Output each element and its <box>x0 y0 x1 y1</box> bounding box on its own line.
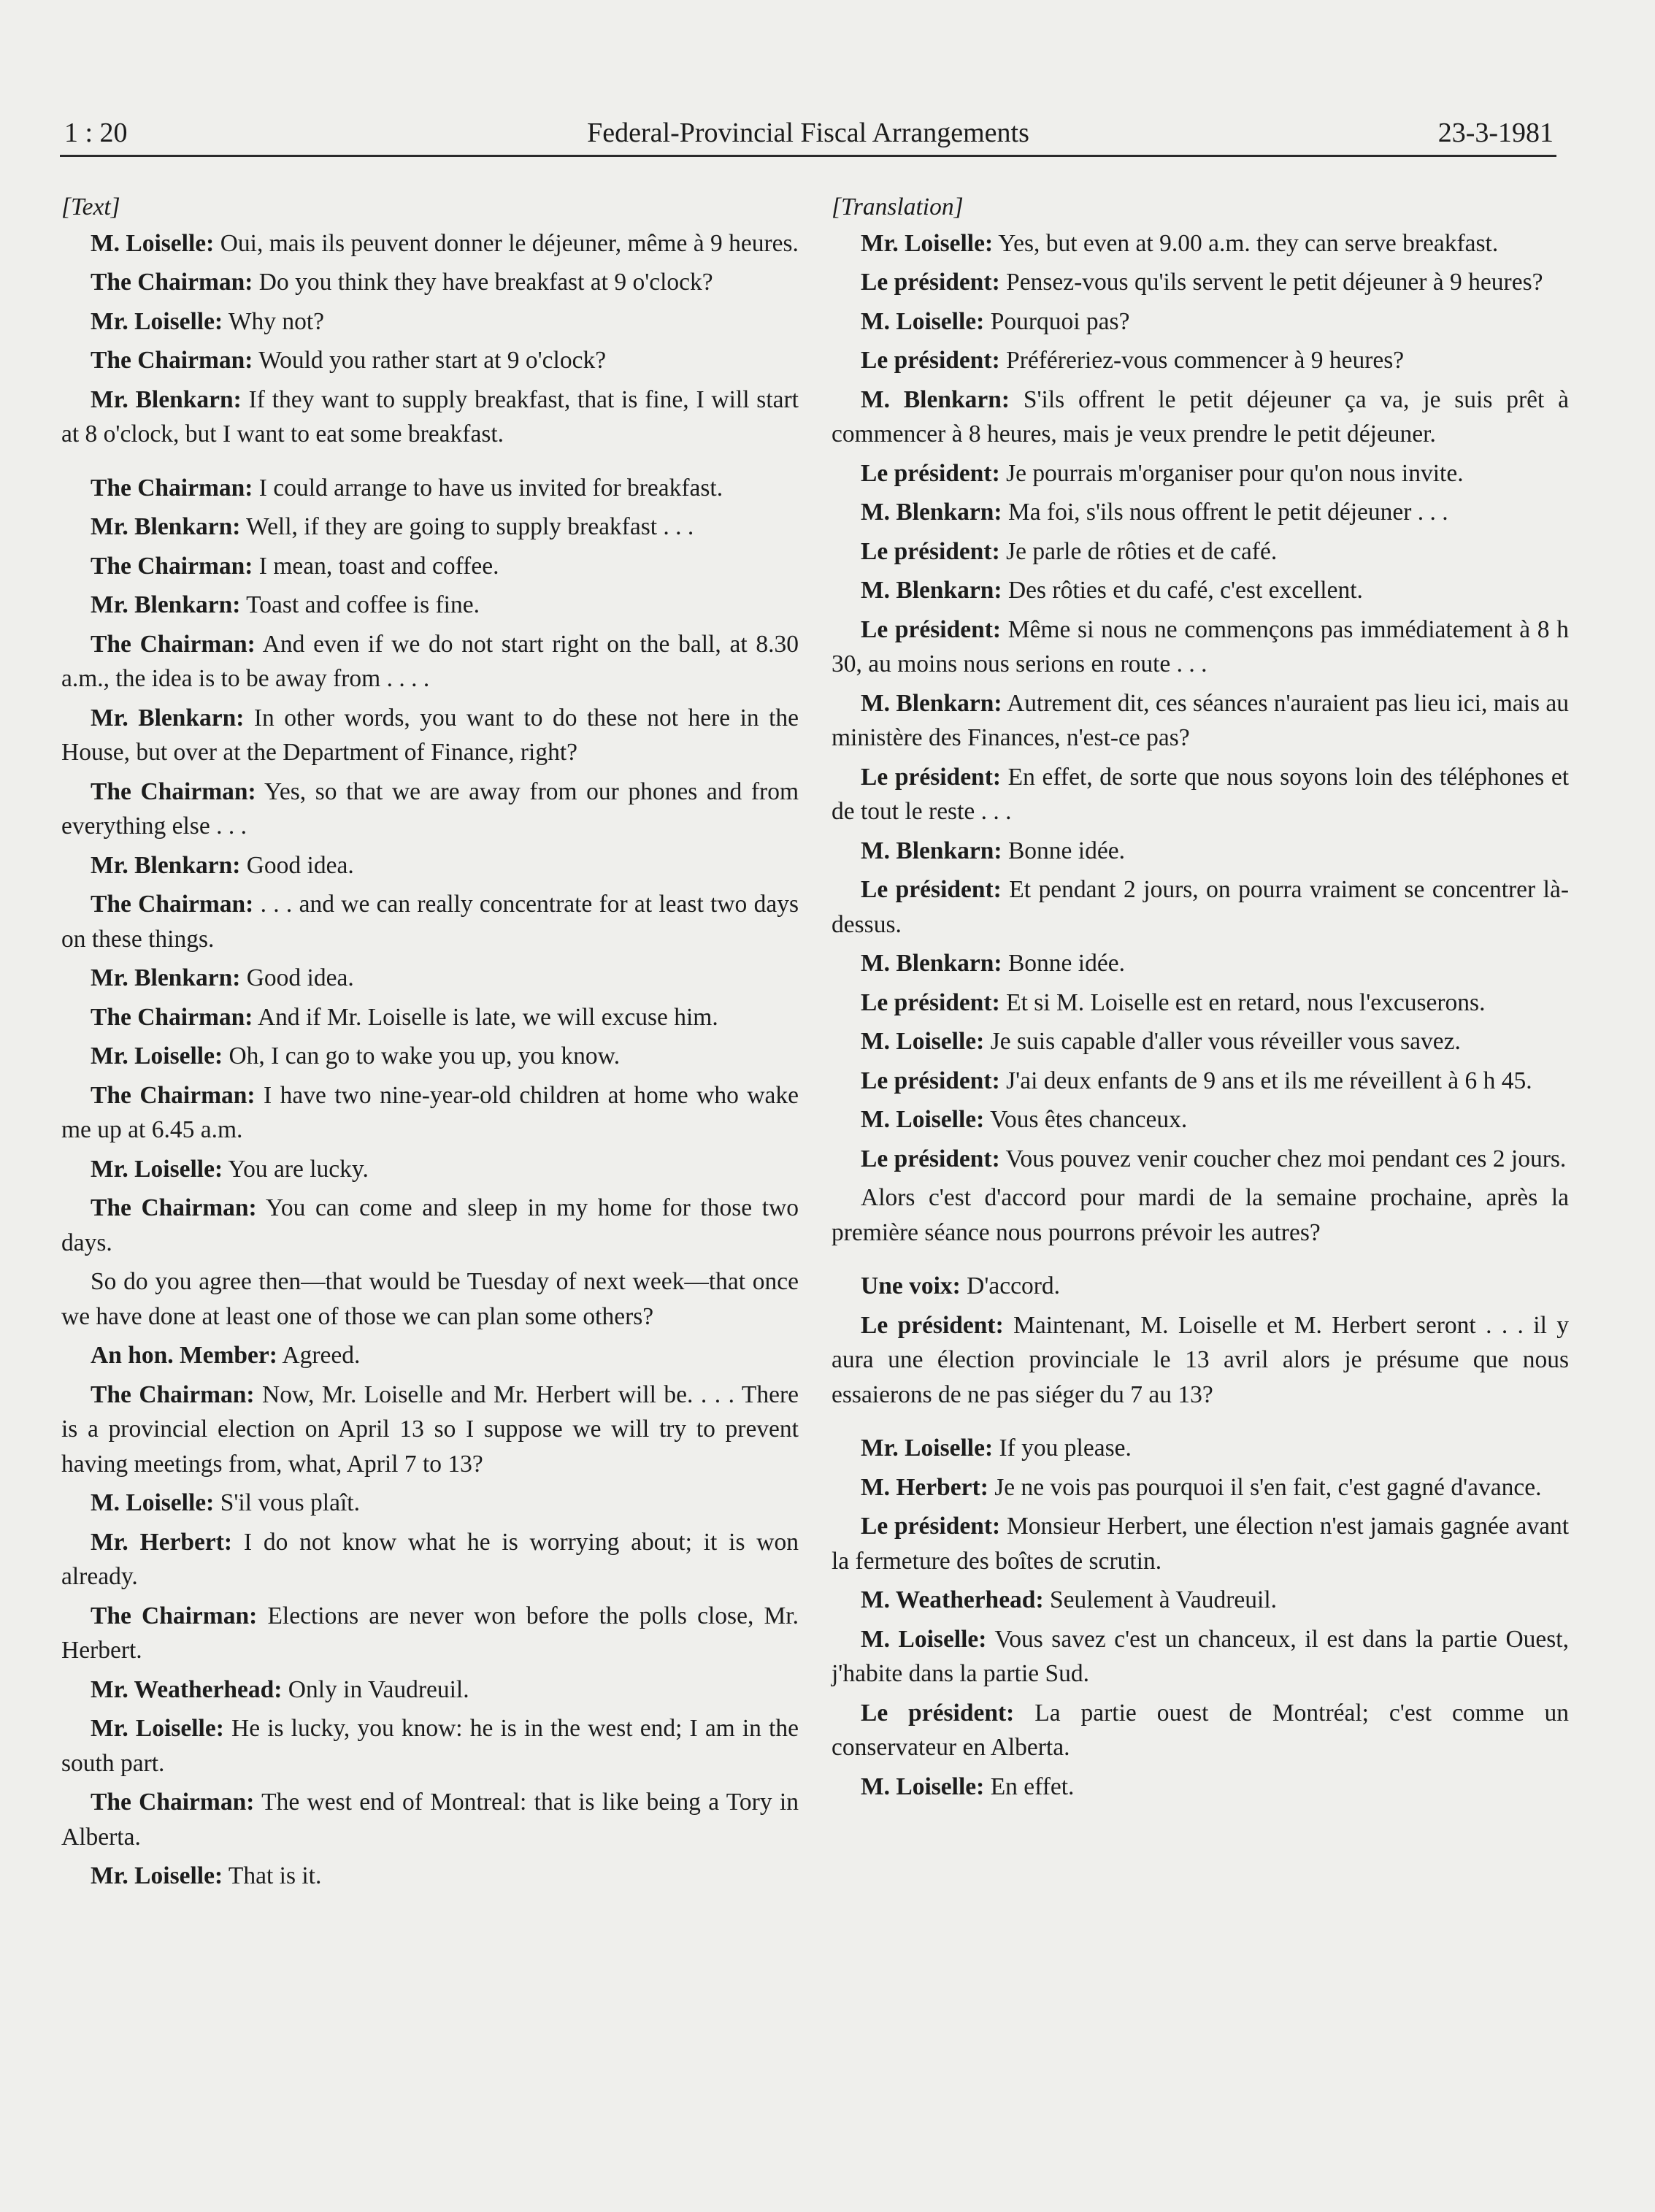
transcript-paragraph <box>61 510 799 545</box>
transcript-paragraph <box>832 1770 1569 1805</box>
speech-text: Do you think they have breakfast at 9 o'clock? <box>253 269 713 296</box>
transcript-paragraph <box>832 1622 1569 1691</box>
speaker-name: M. Blenkarn: <box>861 837 1002 864</box>
speaker-name: The Chairman: <box>91 1380 255 1408</box>
speech-text: I mean, toast and coffee. <box>253 552 499 580</box>
speaker-name: M. Loiselle: <box>861 307 985 335</box>
transcript-paragraph <box>61 1264 799 1334</box>
speaker-name: Le président: <box>861 1513 1001 1540</box>
transcript-paragraph <box>61 701 799 770</box>
speaker-name: The Chairman: <box>91 777 256 805</box>
speaker-name: Le président: <box>861 459 1000 487</box>
transcript-paragraph <box>61 961 799 996</box>
speech-text: Elections are never won before the polls close, Mr. Herbert. <box>61 1602 799 1664</box>
speaker-name: Le président: <box>861 1067 1000 1094</box>
speaker-name: M. Loiselle: <box>861 1106 985 1133</box>
speech-text: Je pourrais m'organiser pour qu'on nous invite. <box>999 459 1464 487</box>
french-transcript <box>832 226 1569 1805</box>
speaker-name: M. Blenkarn: <box>861 577 1002 604</box>
speech-text: Now, Mr. Loiselle and Mr. Herbert will be. . . . There is a provincial election on April 13 so I suppose we will try to prevent having meetings from, what, April 7 to 13? <box>61 1380 799 1478</box>
transcript-paragraph <box>61 1599 799 1668</box>
speech-text: Would you rather start at 9 o'clock? <box>253 347 607 374</box>
speaker-name: The Chairman: <box>91 552 253 580</box>
column-label: [Text] <box>61 193 120 220</box>
speaker-name: M. Blenkarn: <box>861 385 1010 413</box>
transcript-paragraph <box>832 573 1569 608</box>
speech-text: You can come and sleep in my home for those two days. <box>61 1194 799 1256</box>
page-number: 1 : 20 <box>64 118 128 148</box>
transcript-paragraph <box>61 1859 799 1894</box>
transcript-paragraph <box>61 1078 799 1148</box>
transcript-paragraph <box>832 834 1569 869</box>
transcript-paragraph <box>61 1378 799 1482</box>
speaker-name: Mr. Loiselle: <box>91 1862 223 1889</box>
transcript-paragraph <box>61 1486 799 1521</box>
transcript-paragraph <box>61 226 799 261</box>
transcript-paragraph <box>832 946 1569 981</box>
speech-text: Pourquoi pas? <box>984 307 1130 335</box>
speech-text: S'ils offrent le petit déjeuner ça va, je suis prêt à commencer à 8 heures, mais je veux prendre le petit déjeuner. <box>832 385 1569 448</box>
speaker-name: Mr. Loiselle: <box>91 1715 224 1742</box>
speaker-name: Mr. Blenkarn: <box>91 964 241 991</box>
speech-text: Why not? <box>223 307 325 335</box>
transcript-paragraph <box>61 1152 799 1187</box>
speaker-name: Le président: <box>861 347 1000 374</box>
header-date: 23-3-1981 <box>1437 118 1554 148</box>
speech-text: . . . and we can really concentrate for at least two days on these things. <box>61 891 799 953</box>
transcript-paragraph <box>832 1180 1569 1250</box>
transcript-paragraph <box>832 495 1569 530</box>
speaker-name: The Chairman: <box>91 347 253 374</box>
speech-text: Vous êtes chanceux. <box>984 1106 1188 1133</box>
speaker-name: Le président: <box>861 615 1002 643</box>
running-header <box>60 114 1556 157</box>
transcript-paragraph <box>832 1024 1569 1059</box>
speech-text: Toast and coffee is fine. <box>240 591 480 618</box>
speech-text: And if Mr. Loiselle is late, we will excuse him. <box>253 1003 718 1031</box>
transcript-paragraph <box>832 226 1569 261</box>
speech-text: Good idea. <box>240 851 354 879</box>
speech-text: En effet, de sorte que nous soyons loin des téléphones et de tout le reste . . . <box>832 763 1570 825</box>
transcript-paragraph <box>832 686 1569 756</box>
speech-text: Vous pouvez venir coucher chez moi pendant ces 2 jours. <box>999 1145 1567 1172</box>
transcript-paragraph <box>61 627 799 696</box>
transcript-paragraph <box>61 848 799 883</box>
speaker-name: M. Loiselle: <box>861 1773 985 1800</box>
speech-text: Bonne idée. <box>1002 837 1125 864</box>
transcript-paragraph <box>832 1269 1569 1304</box>
speaker-name: The Chairman: <box>91 891 254 918</box>
french-column <box>832 190 1569 1808</box>
speaker-name: An hon. Member: <box>91 1342 277 1369</box>
transcript-paragraph <box>832 1064 1569 1099</box>
speech-text: That is it. <box>223 1862 322 1889</box>
speaker-name: Le président: <box>861 1145 1000 1172</box>
speaker-name: M. Herbert: <box>861 1473 988 1501</box>
speaker-name: M. Loiselle: <box>861 1625 987 1653</box>
speech-text: The west end of Montreal: that is like being a Tory in Alberta. <box>61 1789 799 1851</box>
transcript-paragraph <box>832 1583 1569 1618</box>
transcript-paragraph <box>832 265 1569 300</box>
transcript-paragraph <box>61 304 799 339</box>
speaker-name: Le président: <box>861 269 1000 296</box>
transcript-paragraph <box>61 1673 799 1708</box>
speaker-name: Mr. Weatherhead: <box>91 1675 283 1703</box>
speech-text: D'accord. <box>960 1272 1061 1299</box>
speech-text: So do you agree then—that would be Tuesday of next week—that once we have done at least one of those we can plan some others? <box>61 1268 799 1330</box>
speaker-name: M. Weatherhead: <box>861 1586 1044 1613</box>
speaker-name: Mr. Loiselle: <box>91 1042 223 1069</box>
transcript-paragraph <box>832 304 1569 339</box>
transcript-paragraph <box>832 343 1569 378</box>
speech-text: Et si M. Loiselle est en retard, nous l'excuserons. <box>999 988 1486 1016</box>
speech-text: Monsieur Herbert, une élection n'est jamais gagnée avant la fermeture des boîtes de scrutin. <box>832 1513 1569 1575</box>
speech-text: I could arrange to have us invited for breakfast. <box>253 474 723 502</box>
speech-text: Well, if they are going to supply breakfast . . . <box>240 513 694 540</box>
speech-text: Autrement dit, ces séances n'auraient pas lieu ici, mais au ministère des Finances, n'est-ce pas? <box>832 689 1569 751</box>
speech-text: Seulement à Vaudreuil. <box>1043 1586 1278 1613</box>
speaker-name: Le président: <box>861 988 1000 1016</box>
speaker-name: Le président: <box>861 1311 1004 1339</box>
speech-text: Préféreriez-vous commencer à 9 heures? <box>999 347 1405 374</box>
publication-title: Federal-Provincial Fiscal Arrangements <box>587 118 1029 148</box>
speaker-name: Une voix: <box>861 1272 961 1299</box>
speech-text: Oui, mais ils peuvent donner le déjeuner, même à 9 heures. <box>214 229 799 257</box>
english-column <box>61 190 799 1898</box>
transcript-paragraph <box>61 1191 799 1260</box>
transcript-paragraph <box>832 1470 1569 1505</box>
transcript-paragraph <box>832 456 1569 491</box>
speech-text: En effet. <box>984 1773 1075 1800</box>
speech-text: You are lucky. <box>223 1155 369 1183</box>
transcript-paragraph <box>61 887 799 956</box>
speech-text: I have two nine-year-old children at home who wake me up at 6.45 a.m. <box>61 1081 799 1143</box>
speech-text: Yes, but even at 9.00 a.m. they can serve breakfast. <box>993 229 1499 257</box>
speech-text: Yes, so that we are away from our phones and from everything else . . . <box>61 777 799 840</box>
speaker-name: The Chairman: <box>91 1003 253 1031</box>
speech-text: If they want to supply breakfast, that is fine, I will start at 8 o'clock, but I want to eat some breakfast. <box>61 385 799 448</box>
transcript-paragraph <box>61 1785 799 1854</box>
speech-text: I do not know what he is worrying about; it is won already. <box>61 1528 799 1590</box>
speaker-name: Mr. Loiselle: <box>91 307 223 335</box>
speaker-name: The Chairman: <box>91 1602 258 1629</box>
speech-text: Et pendant 2 jours, on pourra vraiment se concentrer là-dessus. <box>832 876 1569 938</box>
speaker-name: The Chairman: <box>91 1789 255 1816</box>
speech-text: S'il vous plaît. <box>214 1489 360 1516</box>
speech-text: He is lucky, you know: he is in the west end; I am in the south part. <box>61 1715 799 1777</box>
speaker-name: Mr. Loiselle: <box>861 1435 994 1462</box>
speech-text: Oh, I can go to wake you up, you know. <box>223 1042 621 1069</box>
transcript-paragraph <box>832 1308 1569 1413</box>
speaker-name: The Chairman: <box>91 1194 257 1221</box>
transcript-paragraph <box>832 872 1569 942</box>
english-transcript <box>61 226 799 1894</box>
speech-text: And even if we do not start right on the ball, at 8.30 a.m., the idea is to be away from . . . . <box>61 630 799 692</box>
speech-text: Pensez-vous qu'ils servent le petit déjeuner à 9 heures? <box>999 269 1543 296</box>
transcript-paragraph <box>832 986 1569 1021</box>
speech-text: Des rôties et du café, c'est excellent. <box>1002 577 1363 604</box>
speaker-name: Mr. Blenkarn: <box>91 385 242 413</box>
speech-text: If you please. <box>993 1435 1132 1462</box>
speaker-name: The Chairman: <box>91 1081 256 1109</box>
transcript-paragraph <box>832 612 1569 682</box>
speaker-name: Le président: <box>861 876 1002 903</box>
speaker-name: M. Loiselle: <box>91 229 215 257</box>
speech-text: La partie ouest de Montréal; c'est comme un conservateur en Alberta. <box>832 1699 1570 1761</box>
transcript-paragraph <box>832 1509 1569 1578</box>
speech-text: Maintenant, M. Loiselle et M. Herbert seront . . . il y aura une élection provinciale le 13 avril alors je présume que nous essaierons de ne pas siéger du 7 au 13? <box>832 1311 1569 1408</box>
speaker-name: M. Blenkarn: <box>861 950 1002 977</box>
speech-text: J'ai deux enfants de 9 ans et ils me réveillent à 6 h 45. <box>999 1067 1532 1094</box>
speaker-name: The Chairman: <box>91 269 253 296</box>
transcript-paragraph <box>61 1525 799 1594</box>
speaker-name: Mr. Blenkarn: <box>91 851 241 879</box>
speech-text: Agreed. <box>277 1342 361 1369</box>
speaker-name: Mr. Blenkarn: <box>91 513 241 540</box>
transcript-paragraph <box>61 588 799 623</box>
speech-text: Je ne vois pas pourquoi il s'en fait, c'est gagné d'avance. <box>988 1473 1542 1501</box>
speaker-name: M. Loiselle: <box>861 1028 985 1055</box>
speaker-name: The Chairman: <box>91 630 256 658</box>
speech-text: Ma foi, s'ils nous offrent le petit déjeuner . . . <box>1002 499 1448 526</box>
speaker-name: The Chairman: <box>91 474 253 502</box>
transcript-paragraph <box>832 534 1569 569</box>
transcript-paragraph <box>832 1431 1569 1466</box>
speaker-name: Le président: <box>861 1699 1015 1727</box>
column-label: [Translation] <box>832 193 964 220</box>
transcript-paragraph <box>61 265 799 300</box>
transcript-paragraph <box>832 1696 1569 1765</box>
speech-text: In other words, you want to do these not here in the House, but over at the Department of Finance, right? <box>61 704 799 766</box>
transcript-paragraph <box>61 471 799 506</box>
transcript-paragraph <box>61 383 799 452</box>
speaker-name: Le président: <box>861 763 1002 791</box>
speaker-name: M. Blenkarn: <box>861 499 1002 526</box>
speech-text: Je suis capable d'aller vous réveiller vous savez. <box>984 1028 1461 1055</box>
speaker-name: M. Blenkarn: <box>861 689 1002 717</box>
speaker-name: Mr. Loiselle: <box>861 229 994 257</box>
transcript-paragraph <box>832 1102 1569 1137</box>
transcript-paragraph <box>61 1711 799 1781</box>
transcript-paragraph <box>61 1000 799 1035</box>
speaker-name: Mr. Blenkarn: <box>91 704 245 731</box>
speech-text: Only in Vaudreuil. <box>282 1675 469 1703</box>
transcript-paragraph <box>832 383 1569 452</box>
speech-text: Même si nous ne commençons pas immédiatement à 8 h 30, au moins nous serions en route . . . <box>832 615 1569 677</box>
transcript-paragraph <box>832 1142 1569 1177</box>
speaker-name: Le président: <box>861 537 1000 565</box>
speech-text: Alors c'est d'accord pour mardi de la semaine prochaine, après la première séance nous pourrons prévoir les autres? <box>832 1184 1569 1246</box>
speaker-name: Mr. Blenkarn: <box>91 591 241 618</box>
speech-text: Bonne idée. <box>1002 950 1125 977</box>
speech-text: Good idea. <box>240 964 354 991</box>
transcript-paragraph <box>61 343 799 378</box>
transcript-paragraph <box>832 760 1569 829</box>
transcript-paragraph <box>61 775 799 844</box>
speech-text: Vous savez c'est un chanceux, il est dans la partie Ouest, j'habite dans la partie Sud. <box>832 1625 1569 1687</box>
speaker-name: Mr. Loiselle: <box>91 1155 223 1183</box>
speech-text: Je parle de rôties et de café. <box>999 537 1278 565</box>
transcript-paragraph <box>61 549 799 584</box>
transcript-paragraph <box>61 1338 799 1373</box>
speaker-name: M. Loiselle: <box>91 1489 215 1516</box>
speaker-name: Mr. Herbert: <box>91 1528 233 1556</box>
transcript-paragraph <box>61 1039 799 1074</box>
